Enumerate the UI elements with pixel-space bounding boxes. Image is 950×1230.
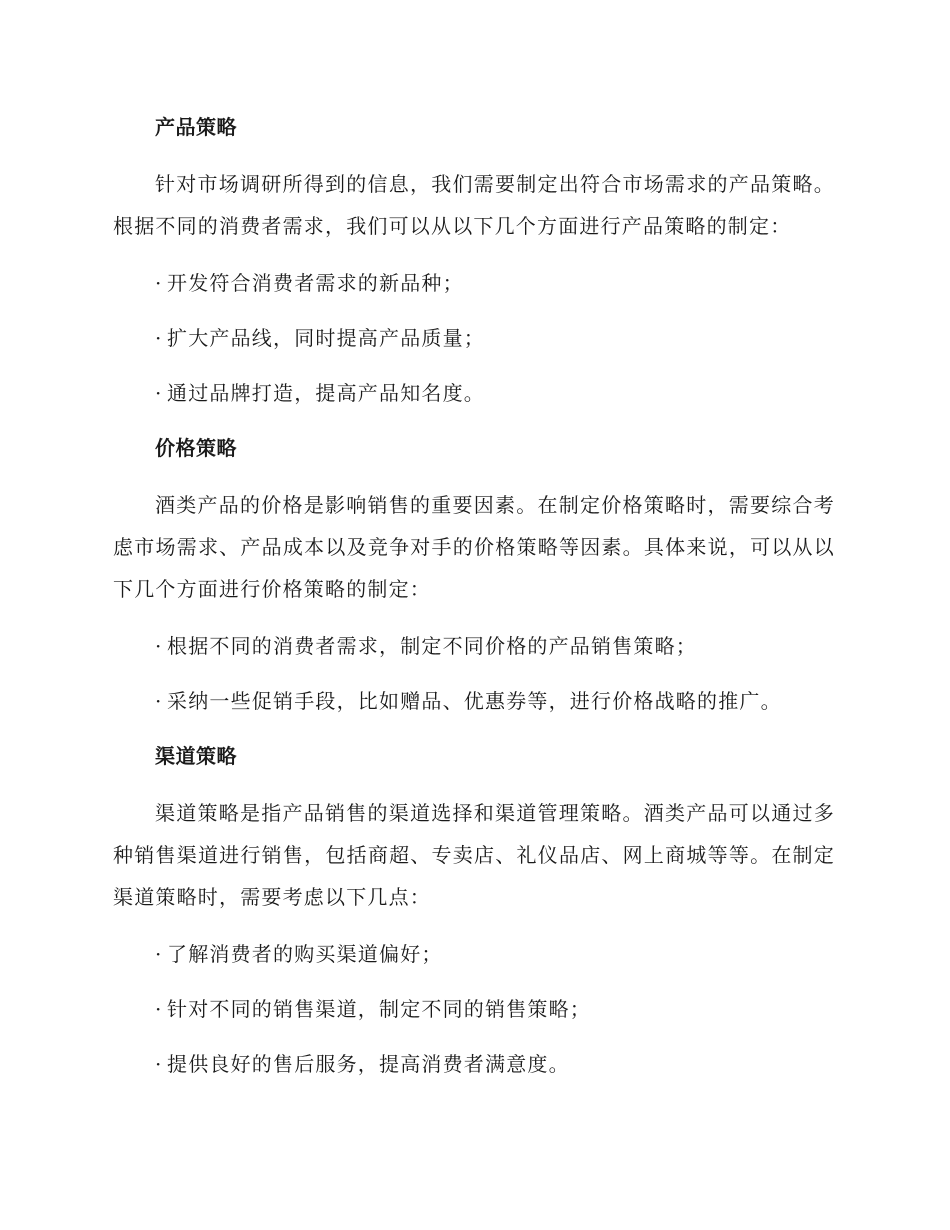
section-paragraph: 酒类产品的价格是影响销售的重要因素。在制定价格策略时，需要综合考虑市场需求、产品成本以及竞争对手的价格策略等因素。具体来说，可以从以下几个方面进行价格策略的制定： [113,493,835,601]
bullet-marker: · [155,271,163,295]
section-heading: 价格策略 [155,436,237,460]
list-item-text: 采纳一些促销手段，比如赠品、优惠券等，进行价格战略的推广。 [167,689,782,713]
bullet-marker: · [155,942,163,966]
bullet-marker: · [155,689,163,713]
section-price-strategy [113,429,835,720]
section-product-strategy [113,108,835,412]
list-item [113,319,835,357]
bullet-marker: · [155,381,163,405]
list-item [113,1045,835,1083]
list-item-text: 了解消费者的购买渠道偏好； [167,942,443,966]
section-paragraph: 渠道策略是指产品销售的渠道选择和渠道管理策略。酒类产品可以通过多种销售渠道进行销售，包括商超、专卖店、礼仪品店、网上商城等等。在制定渠道策略时，需要考虑以下几点： [113,801,835,909]
list-item [113,682,835,720]
section-channel-strategy [113,737,835,1083]
list-item-text: 根据不同的消费者需求，制定不同价格的产品销售策略； [167,634,697,658]
section-paragraph: 针对市场调研所得到的信息，我们需要制定出符合市场需求的产品策略。根据不同的消费者需求，我们可以从以下几个方面进行产品策略的制定： [113,172,835,238]
list-item-text: 开发符合消费者需求的新品种； [167,271,464,295]
document-body [113,108,835,1100]
list-item [113,627,835,665]
list-item-text: 通过品牌打造，提高产品知名度。 [167,381,485,405]
bullet-marker: · [155,1052,163,1076]
list-item [113,374,835,412]
list-item-text: 扩大产品线，同时提高产品质量； [167,326,485,350]
list-item [113,264,835,302]
list-item [113,935,835,973]
bullet-marker: · [155,997,163,1021]
section-heading: 产品策略 [155,115,237,139]
section-heading: 渠道策略 [155,744,237,768]
list-item-text: 提供良好的售后服务，提高消费者满意度。 [167,1052,570,1076]
bullet-marker: · [155,326,163,350]
bullet-marker: · [155,634,163,658]
list-item [113,990,835,1028]
list-item-text: 针对不同的销售渠道，制定不同的销售策略； [167,997,591,1021]
